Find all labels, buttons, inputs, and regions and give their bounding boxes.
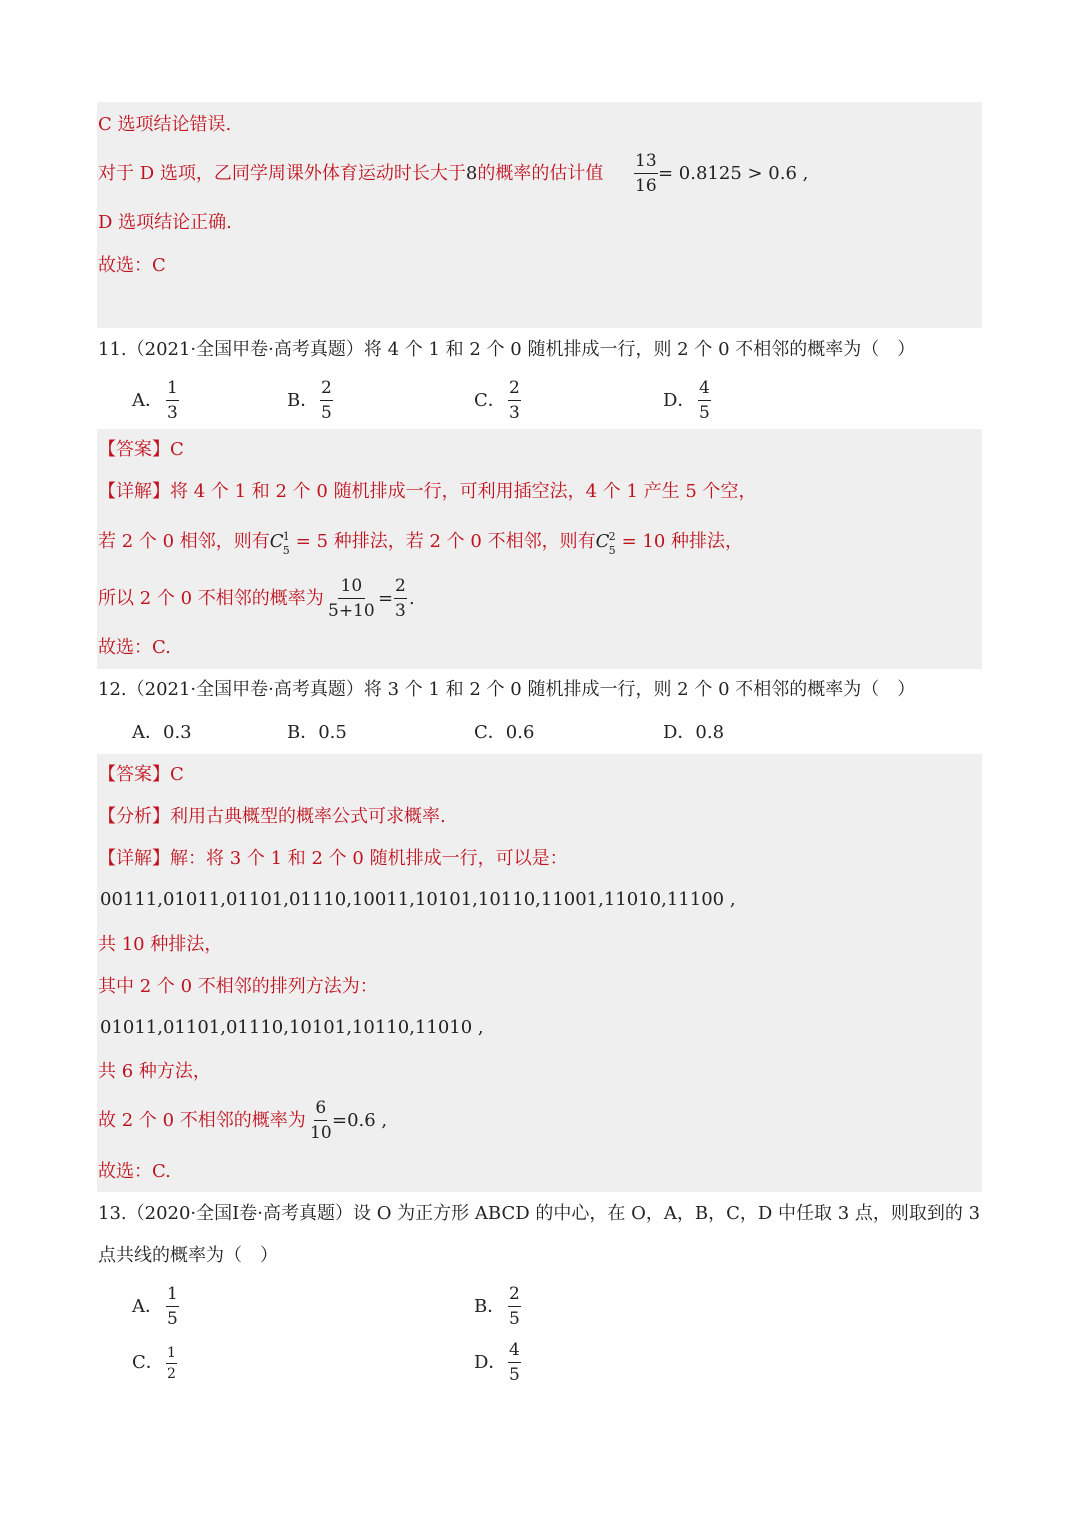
q12-option-c: C．0.6 bbox=[474, 722, 535, 743]
q13-option-c-label: C． bbox=[132, 1352, 164, 1373]
q12-detail-line1: 【详解】解：将 3 个 1 和 2 个 0 随机排成一行，可以是： bbox=[98, 848, 568, 869]
q13-option-a-label: A． bbox=[132, 1296, 163, 1317]
prev-answer-fraction: $\frac{13}{16}$ bbox=[635, 151, 657, 196]
q12-option-a: A．0.3 bbox=[132, 722, 192, 743]
q11-combination-2: C 2 5 bbox=[595, 530, 616, 557]
q12-probability-text: 故 2 个 0 不相邻的概率为 bbox=[98, 1110, 306, 1131]
q13-option-c-value: $\frac{1}{2}$ bbox=[167, 1345, 176, 1382]
q11-option-d-value: $\frac{4}{5}$ bbox=[699, 378, 710, 423]
q11-option-c-value: $\frac{2}{3}$ bbox=[509, 378, 520, 423]
q11-option-d-label: D． bbox=[663, 390, 696, 411]
q11-option-b-label: B． bbox=[287, 390, 319, 411]
q12-option-d: D．0.8 bbox=[663, 722, 725, 743]
q12-intro-nonadjacent: 其中 2 个 0 不相邻的排列方法为： bbox=[98, 976, 378, 997]
q12-final: 故选：C. bbox=[98, 1161, 171, 1182]
q13-stem-line1: 13.（2020·全国Ⅰ卷·高考真题）设 O 为正方形 ABCD 的中心，在 O，A，B，C，D 中任取 3 点，则取到的 3 bbox=[98, 1203, 981, 1224]
q12-analysis: 【分析】利用古典概型的概率公式可求概率. bbox=[98, 806, 446, 827]
q11-detail-line2: 若 2 个 0 相邻，则有 C 1 5 = 5 种排法，若 2 个 0 不相邻，则有 C 2 5 = 10 种排法， bbox=[98, 530, 744, 557]
prev-answer-line2: 对于 D 选项，乙同学周课外体育运动时长大于8的概率的估计值 bbox=[98, 163, 604, 184]
q11-option-a-label: A． bbox=[132, 390, 163, 411]
prev-answer-line1: C 选项结论错误. bbox=[98, 114, 232, 135]
q13-option-b-value: $\frac{2}{5}$ bbox=[509, 1284, 520, 1329]
q12-answer: 【答案】C bbox=[98, 764, 184, 785]
q12-arrangements-nonadjacent: 01011,01101,01110,10101,10110,11010 , bbox=[100, 1017, 484, 1038]
q13-option-a-value: $\frac{1}{5}$ bbox=[167, 1284, 178, 1329]
q11-option-b-value: $\frac{2}{5}$ bbox=[321, 378, 332, 423]
q12-option-b: B．0.5 bbox=[287, 722, 347, 743]
q12-arrangements-all: 00111,01011,01101,01110,10011,10101,10110,11001,11010,11100 , bbox=[100, 889, 736, 910]
q11-stem: 11.（2021·全国甲卷·高考真题）将 4 个 1 和 2 个 0 随机排成一行，则 2 个 0 不相邻的概率为（ ） bbox=[98, 339, 916, 360]
q13-option-d-value: $\frac{4}{5}$ bbox=[509, 1340, 520, 1385]
prev-answer-final: 故选：C bbox=[98, 255, 166, 276]
q13-option-d-label: D． bbox=[474, 1352, 507, 1373]
q13-option-b-label: B． bbox=[474, 1296, 506, 1317]
q12-count-nonadjacent: 共 6 种方法， bbox=[98, 1061, 211, 1082]
q12-stem: 12.（2021·全国甲卷·高考真题）将 3 个 1 和 2 个 0 随机排成一行，则 2 个 0 不相邻的概率为（ ） bbox=[98, 679, 916, 700]
q11-detail-line3: 所以 2 个 0 不相邻的概率为 bbox=[98, 588, 324, 609]
q12-probability-value: =0.6 , bbox=[332, 1110, 388, 1131]
q11-detail-line1: 【详解】将 4 个 1 和 2 个 0 随机排成一行，可利用插空法，4 个 1 产生 5 个空， bbox=[98, 481, 757, 502]
q11-equals: = bbox=[378, 588, 394, 609]
q11-option-c-label: C． bbox=[474, 390, 506, 411]
q13-stem-line2: 点共线的概率为（ ） bbox=[98, 1245, 278, 1266]
q11-option-a-value: $\frac{1}{3}$ bbox=[167, 378, 178, 423]
q11-detail-end: . bbox=[409, 588, 415, 609]
prev-answer-equation: = 0.8125 > 0.6 , bbox=[658, 163, 809, 184]
q11-fraction-1: $\frac{10}{5+10}$ bbox=[328, 576, 375, 621]
q11-final: 故选：C. bbox=[98, 637, 171, 658]
q11-answer: 【答案】C bbox=[98, 439, 184, 460]
prev-answer-line3: D 选项结论正确. bbox=[98, 212, 232, 233]
q12-fraction: $\frac{6}{10}$ bbox=[310, 1098, 332, 1143]
q11-combination-1: C 1 5 bbox=[269, 530, 290, 557]
q12-count-all: 共 10 种排法， bbox=[98, 934, 223, 955]
q11-fraction-2: $\frac{2}{3}$ bbox=[395, 576, 406, 621]
